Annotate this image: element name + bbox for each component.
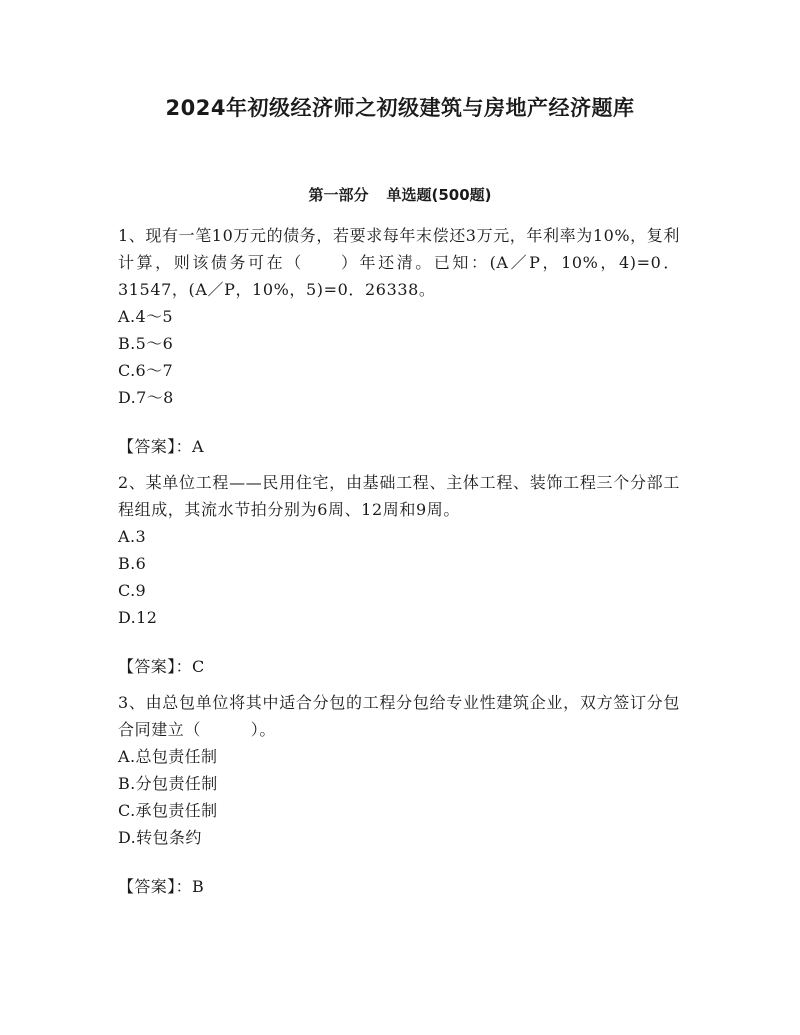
question-stem: 1、现有一笔10万元的债务，若要求每年末偿还3万元，年利率为10%，复利计算，则该债务可在（ ）年还清。已知：(A／P，10%，4)=0．31547，(A／P，10%，5)=0．26338。: [118, 226, 680, 299]
question-list: [118, 222, 680, 909]
option-c: C.9: [118, 581, 147, 600]
answer-line: [118, 433, 680, 460]
option-d: D.转包条约: [118, 828, 202, 847]
option-list: [118, 523, 680, 631]
section-heading: [0, 184, 800, 205]
answer-line: [118, 873, 680, 900]
answer-label: 【答案】：: [118, 877, 193, 896]
answer-value: B: [192, 877, 205, 896]
option-b: B.6: [118, 554, 147, 573]
answer-line: [118, 653, 680, 680]
option-a: A.总包责任制: [118, 747, 218, 766]
option-c: C.承包责任制: [118, 801, 218, 820]
option-list: [118, 303, 680, 411]
answer-label: 【答案】：: [118, 437, 193, 456]
question-2: [118, 469, 680, 680]
document-title: 2024年初级经济师之初级建筑与房地产经济题库: [165, 96, 635, 120]
answer-label: 【答案】：: [118, 657, 193, 676]
section-name: 单选题(500题): [386, 186, 492, 204]
option-d: D.12: [118, 608, 158, 627]
option-b: B.分包责任制: [118, 774, 218, 793]
option-c: C.6～7: [118, 361, 174, 380]
question-3: [118, 689, 680, 900]
answer-value: A: [192, 437, 204, 456]
option-b: B.5～6: [118, 334, 174, 353]
option-a: A.4～5: [118, 307, 173, 326]
answer-value: C: [192, 657, 205, 676]
section-part: 第一部分: [308, 186, 369, 204]
question-1: [118, 222, 680, 460]
question-stem: 2、某单位工程——民用住宅，由基础工程、主体工程、装饰工程三个分部工程组成，其流水节拍分别为6周、12周和9周。: [118, 473, 680, 519]
question-stem: 3、由总包单位将其中适合分包的工程分包给专业性建筑企业，双方签订分包合同建立（ ）。: [118, 693, 680, 739]
option-a: A.3: [118, 527, 147, 546]
option-d: D.7～8: [118, 388, 174, 407]
option-list: [118, 743, 680, 851]
